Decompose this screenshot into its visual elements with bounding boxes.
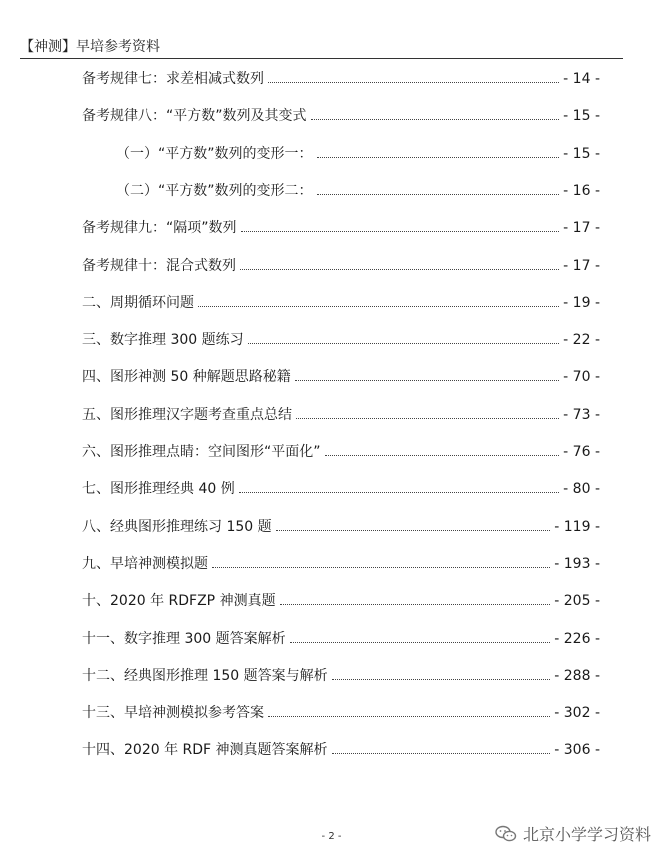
header-divider xyxy=(20,58,623,59)
toc-entry-title: 十、2020 年 RDFZP 神测真题 xyxy=(82,593,276,610)
toc-entry-title: 十二、经典图形推理 150 题答案与解析 xyxy=(82,667,328,684)
toc-entry-page: - 14 - xyxy=(563,71,600,87)
toc-leader-dots xyxy=(296,404,559,419)
toc-entry xyxy=(82,217,600,237)
toc-leader-dots xyxy=(325,441,560,456)
toc-entry xyxy=(82,553,600,573)
toc-entry-page: - 17 - xyxy=(563,220,600,237)
toc-leader-dots xyxy=(290,628,551,643)
toc-entry-title: 九、早培神测模拟题 xyxy=(82,555,208,572)
toc-entry-title: 备考规律九：“隔项”数列 xyxy=(82,220,237,237)
toc-entry xyxy=(116,143,600,163)
toc-leader-dots xyxy=(317,180,560,195)
toc-entry-page: - 205 - xyxy=(554,593,600,610)
toc-entry-title: 十三、早培神测模拟参考答案 xyxy=(82,705,264,722)
toc-entry-title: 备考规律十：混合式数列 xyxy=(82,257,236,274)
toc-entry-page: - 76 - xyxy=(563,444,600,460)
toc-entry-page: - 22 - xyxy=(563,332,600,349)
toc-leader-dots xyxy=(268,702,550,717)
toc-entry-title: 十四、2020 年 RDF 神测真题答案解析 xyxy=(82,742,328,759)
toc-leader-dots xyxy=(198,292,559,307)
toc-leader-dots xyxy=(295,366,559,381)
toc-entry-title: （二）“平方数”数列的变形二： xyxy=(116,182,313,199)
watermark-text: 北京小学学习资料 xyxy=(522,825,651,844)
toc-entry-page: - 15 - xyxy=(563,145,600,162)
toc-leader-dots xyxy=(311,105,560,120)
toc-leader-dots xyxy=(240,255,559,270)
toc-entry-title: 八、经典图形推理练习 150 题 xyxy=(82,518,272,535)
toc-entry xyxy=(82,739,600,759)
toc-entry-page: - 193 - xyxy=(554,555,600,572)
toc-entry-page: - 306 - xyxy=(554,742,600,759)
toc-entry-page: - 15 - xyxy=(563,108,600,125)
toc-entry xyxy=(82,404,600,424)
toc-entry xyxy=(82,590,600,610)
toc-leader-dots xyxy=(332,739,551,754)
toc-entry-page: - 226 - xyxy=(554,630,600,647)
toc-leader-dots xyxy=(280,590,551,605)
toc-entry-title: 四、图形神测 50 种解题思路秘籍 xyxy=(82,369,291,386)
toc-entry-page: - 288 - xyxy=(554,667,600,684)
toc-entry xyxy=(82,366,600,386)
toc-entry-page: - 16 - xyxy=(563,182,600,199)
toc-entry xyxy=(82,255,600,275)
toc-entry-title: 五、图形推理汉字题考查重点总结 xyxy=(82,406,292,423)
toc-entry xyxy=(82,441,600,461)
toc-entry xyxy=(82,665,600,685)
toc-entry-title: 备考规律七：求差相减式数列 xyxy=(82,71,264,87)
wechat-icon xyxy=(495,825,517,843)
page-number: - 2 - xyxy=(321,831,342,842)
toc-entry-title: 二、周期循环问题 xyxy=(82,294,194,311)
toc-entry-page: - 119 - xyxy=(554,518,600,535)
toc-entry-page: - 73 - xyxy=(563,406,600,423)
toc-entry xyxy=(82,702,600,722)
toc-entry-title: 七、图形推理经典 40 例 xyxy=(82,481,235,498)
toc-leader-dots xyxy=(239,478,559,493)
toc-entry-page: - 17 - xyxy=(563,257,600,274)
toc-leader-dots xyxy=(332,665,551,680)
toc-entry xyxy=(82,628,600,648)
toc-entry xyxy=(82,516,600,536)
toc-leader-dots xyxy=(276,516,551,531)
toc-leader-dots xyxy=(212,553,550,568)
toc-entry xyxy=(82,105,600,125)
toc-entry xyxy=(116,180,600,200)
toc-entry-page: - 302 - xyxy=(554,705,600,722)
toc-entry-page: - 19 - xyxy=(563,294,600,311)
toc-leader-dots xyxy=(248,329,560,344)
toc-entry-title: 备考规律八：“平方数”数列及其变式 xyxy=(82,108,307,125)
toc-entry-title: （一）“平方数”数列的变形一： xyxy=(116,145,313,162)
toc-leader-dots xyxy=(268,68,559,83)
toc-leader-dots xyxy=(241,217,560,232)
toc-leader-dots xyxy=(317,143,560,158)
toc-entry xyxy=(82,478,600,498)
toc-entry-page: - 70 - xyxy=(563,369,600,386)
watermark xyxy=(495,822,651,845)
toc-entry-title: 十一、数字推理 300 题答案解析 xyxy=(82,630,286,647)
toc-entry xyxy=(82,68,600,88)
document-header: 【神测】早培参考资料 xyxy=(20,39,160,55)
toc-entry xyxy=(82,292,600,312)
toc-entry-title: 六、图形推理点睛：空间图形“平面化” xyxy=(82,444,321,460)
toc-entry-title: 三、数字推理 300 题练习 xyxy=(82,332,244,349)
toc-entry-page: - 80 - xyxy=(563,481,600,498)
toc-entry xyxy=(82,329,600,349)
